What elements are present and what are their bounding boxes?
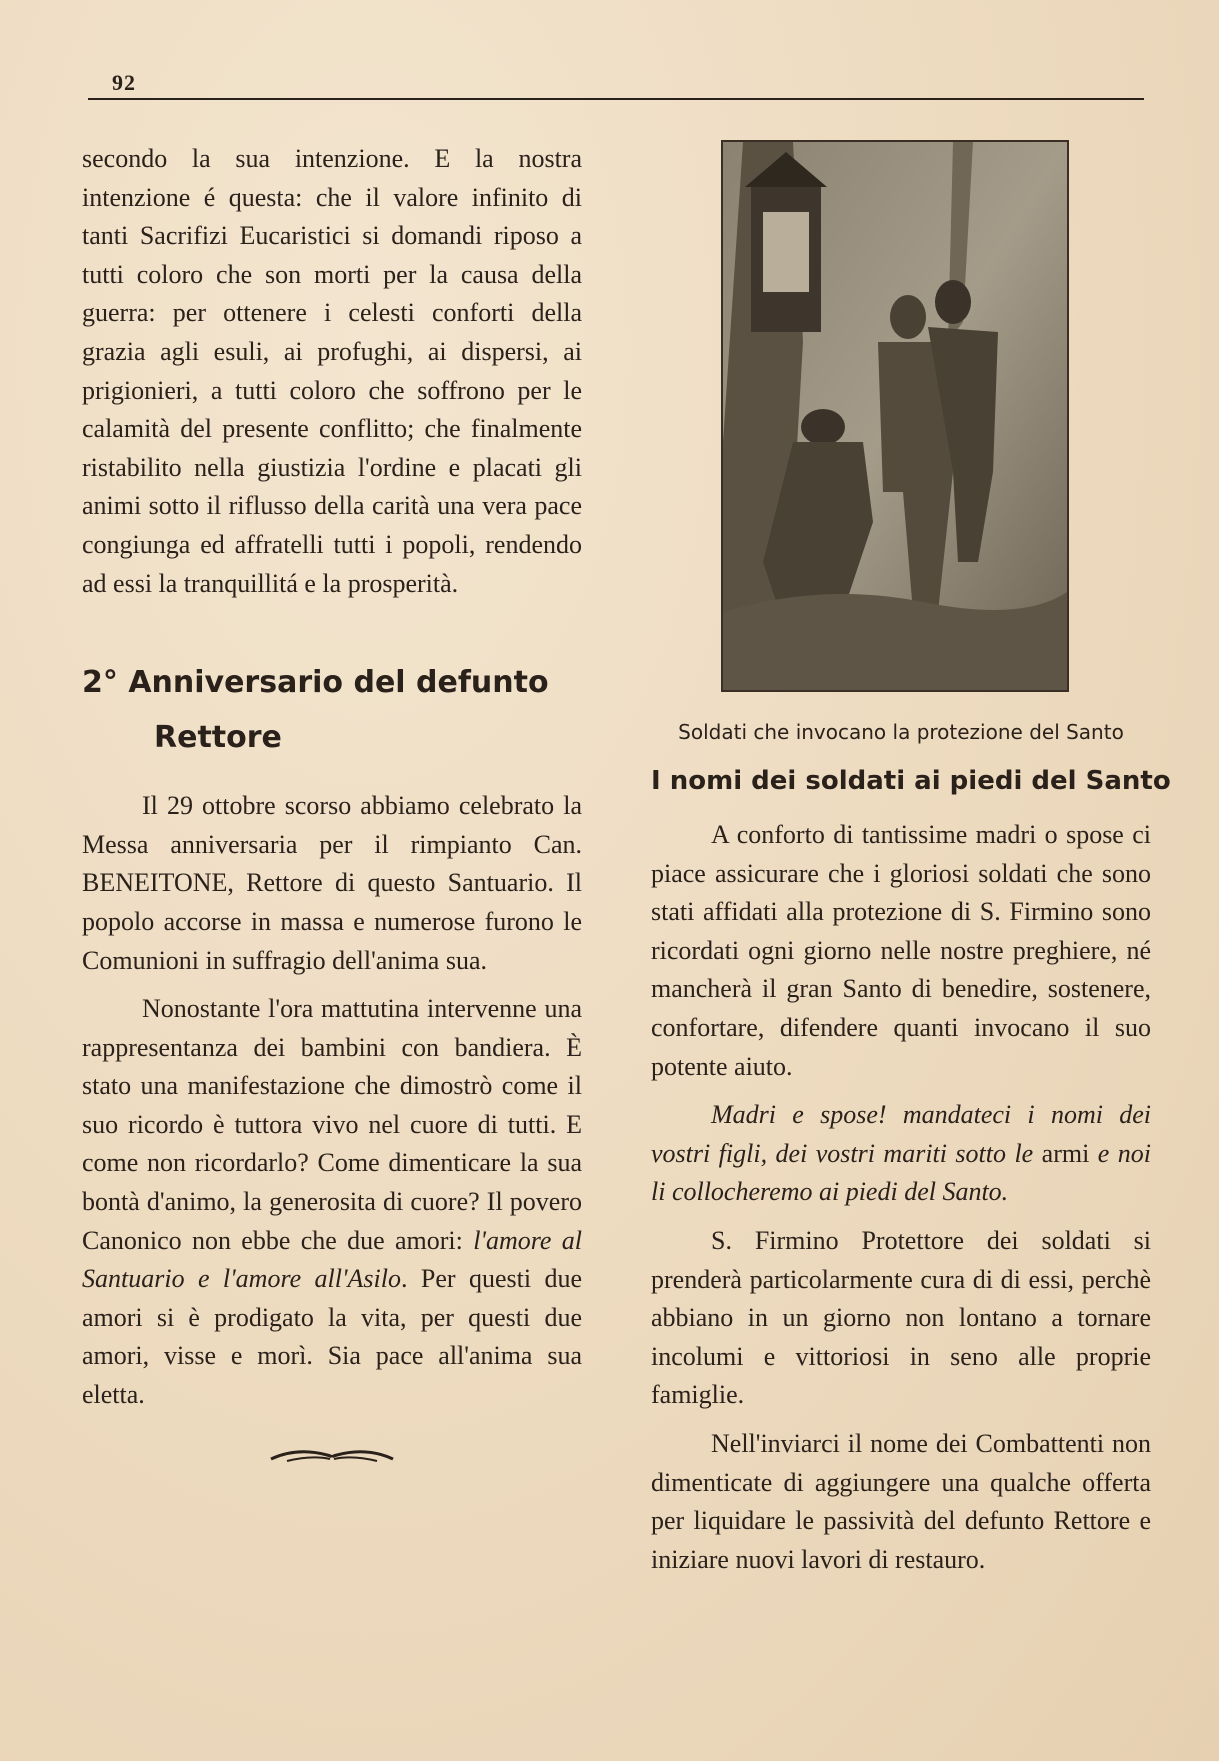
anniversary-paragraph-2: [82, 990, 582, 1415]
soldiers-illustration: [721, 140, 1069, 692]
section-title-anniversario: [82, 655, 582, 765]
section-title-line-1: 2° Anniversario del defunto: [82, 665, 549, 701]
soldiers-paragraph-3: S. Firmino Protettore dei soldati si prenderà particolarmente cura di di essi, perchè abbiano in un giorno non lontano a tornare incolumi e vittoriosi in seno alle proprie famiglie.: [651, 1225, 1151, 1410]
anniversary-text-start: Nonostante l'ora mattutina intervenne una rappresentanza dei bambini con bandiera. È stato una manifestazione che dimostrò come il suo ricordo è tuttora vivo nel cuore di tutti. E come non ricordarlo? Come dimenticare la sua bontà d'animo, la generosita di cuore? Il povero Canonico non ebbe che due amori:: [82, 994, 582, 1255]
section-title-nomi-soldati: I nomi dei soldati ai piedi del Santo: [651, 766, 1171, 796]
left-column: [82, 140, 582, 1472]
soldiers-at-shrine-image: [723, 142, 1067, 690]
right-column: [651, 140, 1171, 1579]
soldiers-paragraph-2: [651, 1096, 1151, 1212]
anniversary-text-end: . Per questi due amori si è prodigato la vita, per questi due amori, visse e morì. Sia pace all'anima sua eletta.: [82, 1264, 582, 1410]
header-rule: [88, 98, 1144, 100]
paragraph-gap: [651, 1212, 1151, 1222]
soldiers-text-italic-b: e noi li collocheremo ai piedi del Santo.: [651, 1138, 1151, 1207]
anniversary-text-italic: l'amore al Santuario e l'amore all'Asilo: [82, 1225, 582, 1294]
paragraph-gap: [651, 1086, 1151, 1096]
paragraph-gap: [82, 980, 582, 990]
flourish-icon: [267, 1445, 397, 1467]
image-caption: Soldati che invocano la protezione del Santo: [678, 720, 1124, 744]
ornament-divider: [82, 1445, 582, 1472]
soldiers-paragraph-4: Nell'inviarci il nome dei Combattenti non dimenticate di aggiungere una qualche offerta per liquidare le passività del defunto Rettore e iniziare nuovi lavori di restauro.: [651, 1428, 1151, 1574]
page-number: 92: [112, 70, 136, 95]
soldiers-text-italic-a: Madri e spose! mandateci i nomi dei vostri figli, dei vostri mariti sotto le: [651, 1100, 1151, 1168]
soldiers-paragraph-1: A conforto di tantissime madri o spose ci piace assicurare che i gloriosi soldati che sono stati affidati alla protezione di S. Firmino sono ricordati ogni giorno nelle nostre preghiere, né mancherà il gran Santo di benedire, sostenere, confortare, difendere quanti invocano il suo potente aiuto.: [651, 820, 1151, 1081]
anniversary-paragraph-1: Il 29 ottobre scorso abbiamo celebrato la Messa anniversaria per il rimpianto Can. BENEITONE, Rettore di questo Santuario. Il popolo accorse in massa e numerose furono le Comunioni in suffragio dell'anima sua.: [82, 791, 582, 975]
section-title-line-2: Rettore: [154, 720, 282, 756]
intro-paragraph: secondo la sua intenzione. E la nostra intenzione é questa: che il valore infinito di tanti Sacrifizi Eucaristici si domandi riposo a tutti coloro che son morti per la causa della guerra: per ottenere i celesti conforti della grazia agli esuli, ai profughi, ai dispersi, ai prigionieri, a tutti coloro che soffrono per le calamità del presente conflitto; che finalmente ristabilito nella giustizia l'ordine e placati gli animi sotto il riflusso della carità una vera pace congiunga ed affratelli tutti i popoli, rendendo ad essi la tranquillitá e la prosperità.: [82, 144, 582, 598]
soldiers-text-roman: armi: [1033, 1138, 1098, 1168]
paragraph-gap: [651, 1415, 1151, 1425]
